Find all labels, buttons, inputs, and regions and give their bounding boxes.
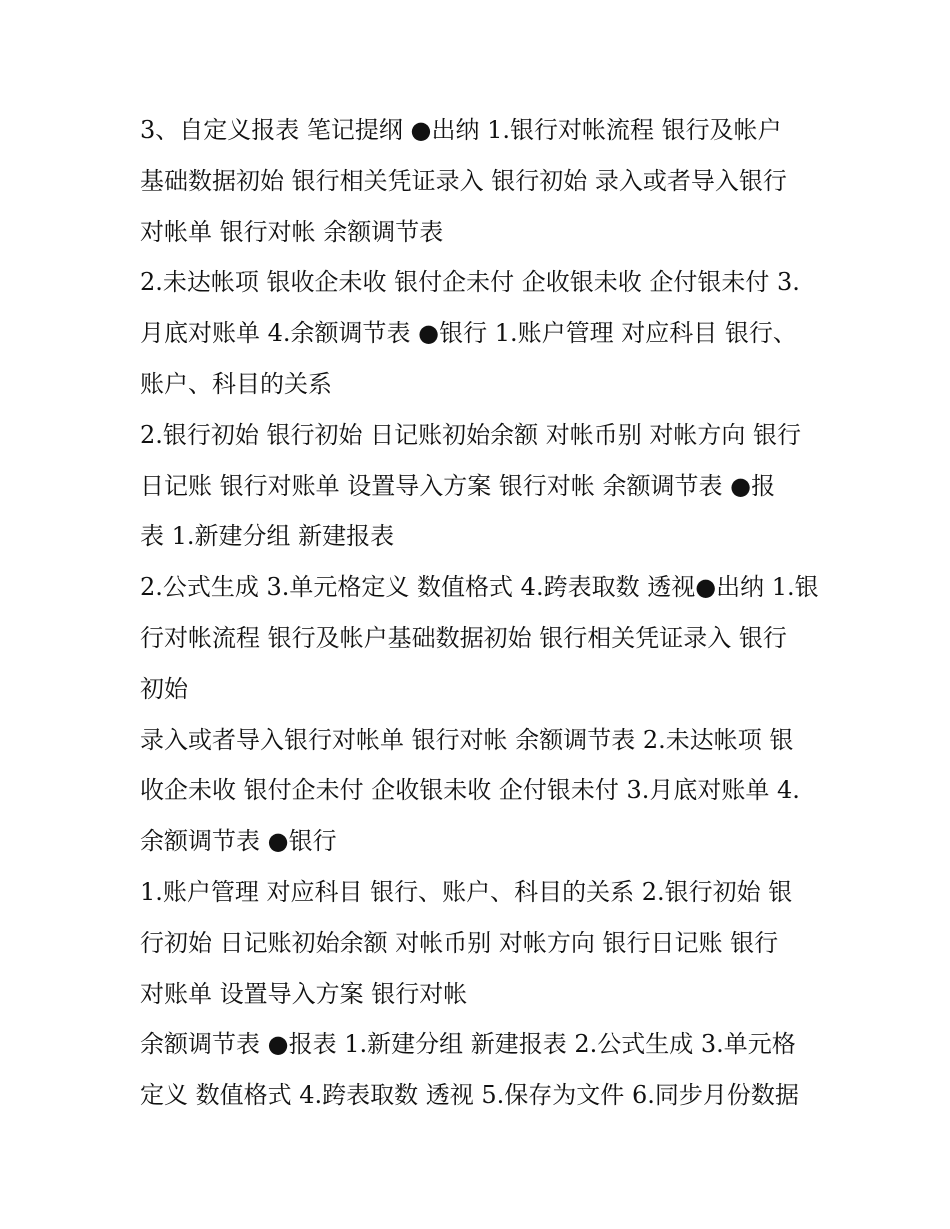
text-line: 收企未收 银付企未付 企收银未收 企付银未付 3.月底对账单 4.: [140, 776, 800, 805]
text-line: 2.未达帐项 银收企未收 银付企未付 企收银未收 企付银未付 3.: [140, 268, 800, 297]
text-line: 对帐单 银行对帐 余额调节表: [140, 217, 444, 246]
body-text: [140, 105, 820, 1121]
text-line: 表 1.新建分组 新建报表: [140, 522, 395, 551]
text-line: 2.公式生成 3.单元格定义 数值格式 4.跨表取数 透视●出纳 1.银: [140, 573, 819, 602]
text-line: 录入或者导入银行对帐单 银行对帐 余额调节表 2.未达帐项 银: [140, 725, 794, 754]
text-line: 账户、科目的关系: [140, 369, 332, 398]
text-line: 定义 数值格式 4.跨表取数 透视 5.保存为文件 6.同步月份数据: [140, 1081, 799, 1110]
text-line: 基础数据初始 银行相关凭证录入 银行初始 录入或者导入银行: [140, 166, 787, 195]
text-line: 初始: [140, 674, 188, 703]
text-line: 行初始 日记账初始余额 对帐币别 对帐方向 银行日记账 银行: [140, 928, 779, 957]
text-line: 余额调节表 ●银行: [140, 827, 337, 856]
text-line: 3、自定义报表 笔记提纲 ●出纳 1.银行对帐流程 银行及帐户: [140, 116, 782, 144]
text-line: 行对帐流程 银行及帐户基础数据初始 银行相关凭证录入 银行: [140, 623, 787, 652]
text-line: 2.银行初始 银行初始 日记账初始余额 对帐币别 对帐方向 银行: [140, 420, 802, 449]
text-line: 月底对账单 4.余额调节表 ●银行 1.账户管理 对应科目 银行、: [140, 319, 797, 348]
text-line: 1.账户管理 对应科目 银行、账户、科目的关系 2.银行初始 银: [140, 877, 793, 906]
text-line: 对账单 设置导入方案 银行对帐: [140, 979, 468, 1008]
text-line: 日记账 银行对账单 设置导入方案 银行对帐 余额调节表 ●报: [140, 471, 776, 500]
text-line: 余额调节表 ●报表 1.新建分组 新建报表 2.公式生成 3.单元格: [140, 1030, 796, 1059]
